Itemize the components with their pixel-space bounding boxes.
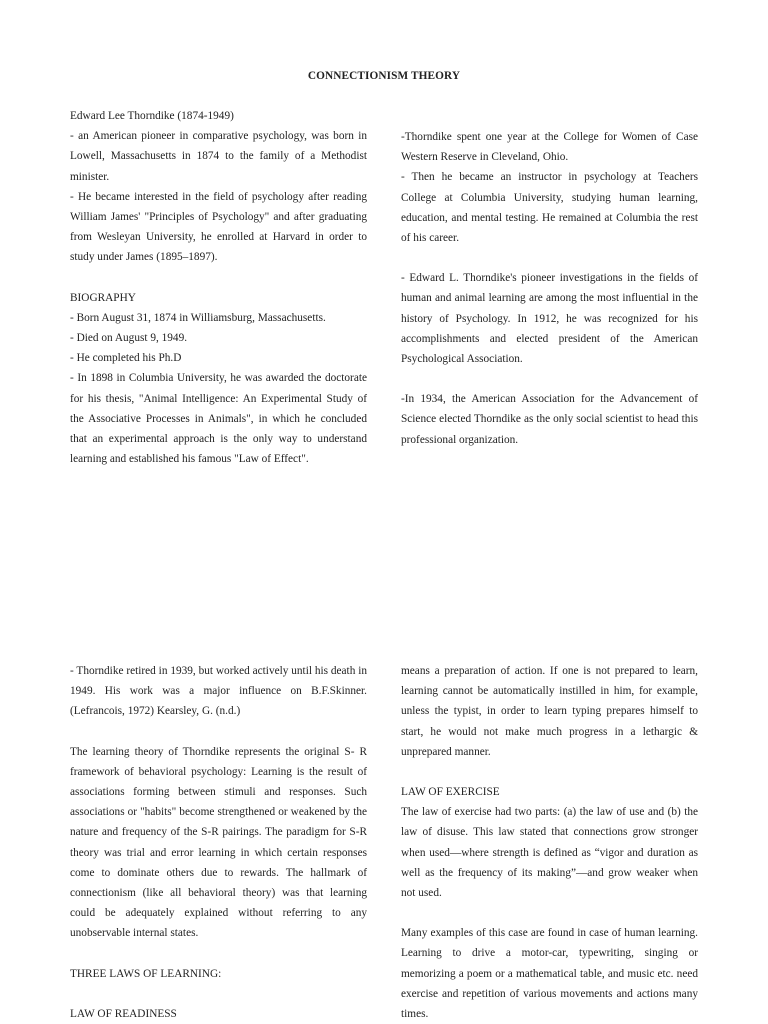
- paragraph: The law of exercise had two parts: (a) the law of use and (b) the law of disuse. This law stated that connections grow stronger when used—where strength is defined as “vigor and duration as well as the frequency of its making”—and grow weaker when not used.: [401, 806, 698, 900]
- paragraph: THREE LAWS OF LEARNING:: [70, 967, 222, 980]
- paragraph: - Thorndike retired in 1939, but worked actively until his death in 1949. His work was a major influence on B.F.Skinner. (Lefrancois, 1972) Kearsley, G. (n.d.): [70, 665, 367, 718]
- paragraph: Many examples of this case are found in case of human learning. Learning to drive a motor-car, typewriting, singing or memorizing a poem or a mathematical table, and music etc. need exercise and repetition of various movements and actions many times.: [401, 927, 698, 1021]
- paragraph: Edward Lee Thorndike (1874-1949): [70, 110, 234, 122]
- paragraph: LAW OF READINESS: [70, 1007, 177, 1020]
- paragraph: - He became interested in the field of psychology after reading William James' "Principles of Psychology" and after graduating from Wesleyan University, he enrolled at Harvard in order to study under James (1895–1897).: [70, 190, 367, 264]
- paragraph: - Died on August 9, 1949.: [70, 332, 188, 345]
- paragraph: -Thorndike spent one year at the College for Women of Case Western Reserve in Cleveland, Ohio.: [401, 131, 698, 164]
- page1-right-column: [401, 127, 698, 450]
- paragraph: BIOGRAPHY: [70, 291, 136, 304]
- paragraph-gap: [401, 762, 698, 782]
- page1-left-column: [70, 106, 367, 469]
- paragraph-gap: [401, 903, 698, 923]
- paragraph-gap: [401, 248, 698, 268]
- paragraph-gap: [70, 268, 367, 288]
- page2-right-column: [401, 661, 698, 1024]
- paragraph-gap: [70, 984, 367, 1004]
- paragraph: - Then he became an instructor in psychology at Teachers College at Columbia University, studying human learning, education, and mental testing. He remained at Columbia the rest of his career.: [401, 171, 698, 245]
- page2-left-column: [70, 661, 367, 1024]
- paragraph: - In 1898 in Columbia University, he was awarded the doctorate for his thesis, "Animal Intelligence: An Experimental Study of the Associative Processes in Animals", in which he concluded that an experimental approach is the only way to understand learning and established his famous "Law of Effect".: [70, 372, 367, 466]
- paragraph: - Born August 31, 1874 in Williamsburg, Massachusetts.: [70, 311, 326, 324]
- paragraph: -In 1934, the American Association for the Advancement of Science elected Thorndike as the only social scientist to head this professional organization.: [401, 393, 698, 446]
- paragraph-gap: [70, 944, 367, 964]
- paragraph: means a preparation of action. If one is not prepared to learn, learning cannot be automatically instilled in him, for example, unless the typist, in order to learn typing prepares himself to start, he would not make much progress in a lethargic & unprepared manner.: [401, 665, 698, 758]
- paragraph: The learning theory of Thorndike represents the original S- R framework of behavioral psychology: Learning is the result of associations forming between stimuli and responses. Such associations or "habits" become strengthened or weakened by the nature and frequency of the S-R pairings. The paradigm for S-R theory was trial and error learning in which certain responses come to dominate others due to rewards. The hallmark of connectionism (like all behavioral theory) was that learning could be adequately explained without referring to any unobservable internal states.: [70, 745, 367, 940]
- paragraph-gap: [401, 369, 698, 389]
- paragraph-gap: [70, 722, 367, 742]
- paragraph: - Edward L. Thorndike's pioneer investigations in the fields of human and animal learning are among the most influential in the history of Psychology. In 1912, he was recognized for his accomplishments and elected president of the American Psychological Association.: [401, 272, 698, 366]
- paragraph: - He completed his Ph.D: [70, 352, 182, 365]
- document-title: CONNECTIONISM THEORY: [307, 70, 461, 82]
- paragraph: - an American pioneer in comparative psychology, was born in Lowell, Massachusetts in 1874 to the family of a Methodist minister.: [70, 130, 367, 183]
- paragraph: LAW OF EXERCISE: [401, 786, 500, 799]
